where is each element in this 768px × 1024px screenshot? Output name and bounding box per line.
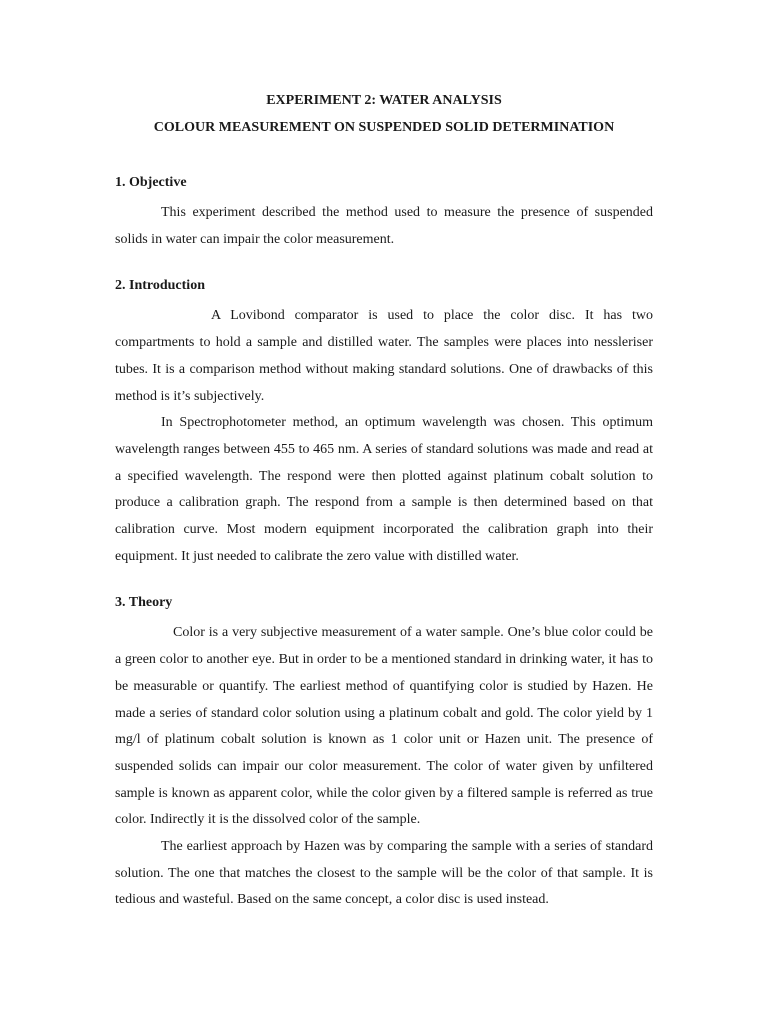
section-introduction <box>115 277 653 570</box>
theory-paragraph-2: The earliest approach by Hazen was by comparing the sample with a series of standard solution. The one that matches the closest to the sample will be the color of that sample. It is tedious and wasteful. Based on the same concept, a color disc is used instead. <box>115 839 653 908</box>
objective-paragraph: This experiment described the method used to measure the presence of suspended solids in water can impair the color measurement. <box>115 205 653 247</box>
section-objective <box>115 174 653 253</box>
spacer <box>115 570 653 594</box>
spacer <box>115 137 653 174</box>
theory-paragraph-1: Color is a very subjective measurement of a water sample. One’s blue color could be a green color to another eye. But in order to be a mentioned standard in drinking water, it has to be measurable or quantify. The earliest method of quantifying color is studied by Hazen. He made a series of standard color solution using a platinum cobalt and gold. The color yield by 1 mg/l of platinum cobalt solution is known as 1 color unit or Hazen unit. The presence of suspended solids can impair our color measurement. The color of water given by unfiltered sample is known as apparent color, while the color given by a filtered sample is referred as true color. Indirectly it is the dissolved color of the sample. <box>115 625 653 828</box>
spacer <box>115 612 653 620</box>
section-theory <box>115 594 653 914</box>
document-title: EXPERIMENT 2: WATER ANALYSIS <box>266 93 502 108</box>
section-heading-objective: 1. Objective <box>115 175 187 190</box>
spacer <box>115 253 653 277</box>
section-heading-theory: 3. Theory <box>115 595 173 611</box>
document-subtitle: COLOUR MEASUREMENT ON SUSPENDED SOLID DETERMINATION <box>153 120 615 135</box>
section-heading-introduction: 2. Introduction <box>115 278 205 294</box>
document-page <box>115 92 653 914</box>
introduction-paragraph-2: In Spectrophotometer method, an optimum wavelength was chosen. This optimum wavelength ranges between 455 to 465 nm. A series of standard solutions was made and read at a specified wavelength. The respond were then plotted against platinum cobalt solution to produce a calibration graph. The respond from a sample is then determined based on that calibration curve. Most modern equipment incorporated the calibration graph into their equipment. It just needed to calibrate the zero value with distilled water. <box>115 415 653 564</box>
spacer <box>115 295 653 303</box>
spacer <box>115 192 653 200</box>
introduction-paragraph-1: A Lovibond comparator is used to place the color disc. It has two compartments to hold a sample and distilled water. The samples were places into nessleriser tubes. It is a comparison method without making standard solutions. One of drawbacks of this method is it’s subjectively. <box>115 308 653 404</box>
